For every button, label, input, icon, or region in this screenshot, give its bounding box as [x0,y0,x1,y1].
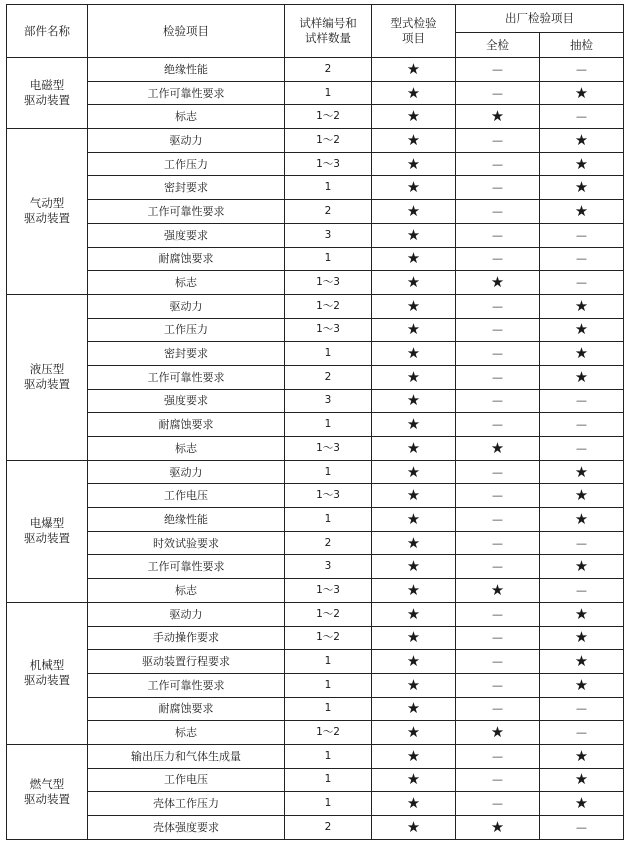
sample-qty-cell: 1～2 [285,129,372,153]
spot-check-mark: ★ [540,81,624,105]
type-test-mark: ★ [372,555,456,579]
type-test-mark: ★ [372,294,456,318]
spot-check-mark: ★ [540,460,624,484]
type-test-mark: ★ [372,602,456,626]
part-name-line1: 机械型 [29,658,65,673]
spot-check-mark: — [540,247,624,271]
full-check-mark: ★ [456,721,540,745]
item-cell: 耐腐蚀要求 [88,413,285,437]
full-check-mark: ★ [456,437,540,461]
part-name-cell [7,294,88,460]
table-row [7,768,624,792]
header-full: 全检 [456,33,540,58]
type-test-mark: ★ [372,673,456,697]
full-check-mark: — [456,342,540,366]
spot-check-mark: ★ [540,129,624,153]
header-spot: 抽检 [540,33,624,58]
item-cell: 耐腐蚀要求 [88,697,285,721]
table-row [7,697,624,721]
type-test-mark: ★ [372,697,456,721]
item-cell: 工作可靠性要求 [88,673,285,697]
type-test-mark: ★ [372,223,456,247]
header-type-line2: 项目 [402,31,425,45]
full-check-mark: — [456,555,540,579]
full-check-mark: — [456,650,540,674]
full-check-mark: — [456,792,540,816]
full-check-mark: — [456,460,540,484]
type-test-mark: ★ [372,768,456,792]
table-row [7,342,624,366]
item-cell: 工作压力 [88,152,285,176]
spot-check-mark: — [540,697,624,721]
part-name-line1: 电磁型 [29,78,65,93]
item-cell: 手动操作要求 [88,626,285,650]
header-sample [285,5,372,58]
full-check-mark: ★ [456,579,540,603]
sample-qty-cell: 1 [285,768,372,792]
sample-qty-cell: 1 [285,792,372,816]
spot-check-mark: ★ [540,200,624,224]
type-test-mark: ★ [372,413,456,437]
header-factory: 出厂检验项目 [456,5,624,33]
table-row [7,744,624,768]
type-test-mark: ★ [372,58,456,82]
table-row [7,437,624,461]
item-cell: 工作压力 [88,318,285,342]
part-name-line2: 驱动装置 [24,377,70,392]
table-row [7,673,624,697]
type-test-mark: ★ [372,247,456,271]
item-cell: 工作电压 [88,768,285,792]
type-test-mark: ★ [372,744,456,768]
table-row [7,129,624,153]
spot-check-mark: ★ [540,650,624,674]
full-check-mark: — [456,318,540,342]
table-row [7,531,624,555]
type-test-mark: ★ [372,318,456,342]
item-cell: 输出压力和气体生成量 [88,744,285,768]
spot-check-mark: — [540,531,624,555]
table-row [7,318,624,342]
table-row [7,508,624,532]
spot-check-mark: ★ [540,744,624,768]
type-test-mark: ★ [372,792,456,816]
item-cell: 壳体工作压力 [88,792,285,816]
sample-qty-cell: 1 [285,81,372,105]
sample-qty-cell: 1～3 [285,579,372,603]
full-check-mark: — [456,389,540,413]
spot-check-mark: ★ [540,602,624,626]
table-row [7,626,624,650]
sample-qty-cell: 1 [285,697,372,721]
item-cell: 工作可靠性要求 [88,200,285,224]
sample-qty-cell: 1 [285,413,372,437]
item-cell: 标志 [88,105,285,129]
sample-qty-cell: 1 [285,650,372,674]
part-name-cell [7,129,88,295]
sample-qty-cell: 2 [285,365,372,389]
table-row [7,389,624,413]
item-cell: 驱动力 [88,460,285,484]
item-cell: 工作电压 [88,484,285,508]
sample-qty-cell: 1～2 [285,105,372,129]
type-test-mark: ★ [372,176,456,200]
spot-check-mark: ★ [540,768,624,792]
spot-check-mark: — [540,389,624,413]
type-test-mark: ★ [372,650,456,674]
item-cell: 驱动力 [88,294,285,318]
part-name-cell [7,58,88,129]
item-cell: 强度要求 [88,389,285,413]
table-row [7,650,624,674]
type-test-mark: ★ [372,81,456,105]
type-test-mark: ★ [372,342,456,366]
spot-check-mark: — [540,413,624,437]
item-cell: 工作可靠性要求 [88,81,285,105]
part-name-line2: 驱动装置 [24,791,70,806]
sample-qty-cell: 1 [285,744,372,768]
table-row [7,460,624,484]
sample-qty-cell: 1～3 [285,484,372,508]
type-test-mark: ★ [372,152,456,176]
spot-check-mark: ★ [540,342,624,366]
spot-check-mark: ★ [540,792,624,816]
item-cell: 绝缘性能 [88,58,285,82]
spot-check-mark: — [540,579,624,603]
full-check-mark: — [456,697,540,721]
part-name-line2: 驱动装置 [24,93,70,108]
spot-check-mark: — [540,223,624,247]
item-cell: 耐腐蚀要求 [88,247,285,271]
table-row [7,58,624,82]
full-check-mark: — [456,152,540,176]
header-type-test [372,5,456,58]
table-row [7,223,624,247]
full-check-mark: — [456,81,540,105]
table-row [7,365,624,389]
type-test-mark: ★ [372,389,456,413]
item-cell: 标志 [88,437,285,461]
full-check-mark: ★ [456,271,540,295]
spot-check-mark: ★ [540,484,624,508]
full-check-mark: — [456,484,540,508]
spot-check-mark: — [540,816,624,840]
full-check-mark: — [456,223,540,247]
item-cell: 时效试验要求 [88,531,285,555]
table-row [7,176,624,200]
sample-qty-cell: 1～2 [285,294,372,318]
item-cell: 工作可靠性要求 [88,365,285,389]
table-row [7,721,624,745]
full-check-mark: — [456,294,540,318]
sample-qty-cell: 1 [285,247,372,271]
part-name-line2: 驱动装置 [24,673,70,688]
full-check-mark: — [456,58,540,82]
item-cell: 密封要求 [88,342,285,366]
part-name-line1: 气动型 [29,196,65,211]
item-cell: 标志 [88,579,285,603]
table-row [7,555,624,579]
table-row [7,200,624,224]
sample-qty-cell: 1 [285,673,372,697]
header-row-1 [7,5,624,33]
type-test-mark: ★ [372,105,456,129]
table-row [7,294,624,318]
sample-qty-cell: 1～3 [285,152,372,176]
sample-qty-cell: 1～3 [285,437,372,461]
sample-qty-cell: 1 [285,508,372,532]
table-row [7,413,624,437]
spot-check-mark: — [540,721,624,745]
sample-qty-cell: 1 [285,342,372,366]
table-body [7,58,624,840]
spot-check-mark: ★ [540,673,624,697]
item-cell: 驱动力 [88,129,285,153]
full-check-mark: — [456,129,540,153]
part-name-line2: 驱动装置 [24,531,70,546]
table-row [7,105,624,129]
full-check-mark: — [456,365,540,389]
full-check-mark: — [456,531,540,555]
type-test-mark: ★ [372,484,456,508]
table-row [7,579,624,603]
full-check-mark: ★ [456,105,540,129]
sample-qty-cell: 1～3 [285,318,372,342]
table-row [7,792,624,816]
sample-qty-cell: 1 [285,460,372,484]
part-name-line1: 燃气型 [29,776,65,791]
spot-check-mark: ★ [540,152,624,176]
full-check-mark: — [456,176,540,200]
table-row [7,152,624,176]
type-test-mark: ★ [372,531,456,555]
sample-qty-cell: 1～3 [285,271,372,295]
spot-check-mark: — [540,271,624,295]
full-check-mark: — [456,413,540,437]
spot-check-mark: ★ [540,294,624,318]
sample-qty-cell: 3 [285,389,372,413]
spot-check-mark: — [540,58,624,82]
inspection-table [6,4,624,840]
item-cell: 工作可靠性要求 [88,555,285,579]
full-check-mark: — [456,200,540,224]
item-cell: 密封要求 [88,176,285,200]
full-check-mark: — [456,673,540,697]
sample-qty-cell: 2 [285,200,372,224]
part-name-line1: 液压型 [29,362,65,377]
part-name-cell [7,602,88,744]
sample-qty-cell: 3 [285,223,372,247]
item-cell: 强度要求 [88,223,285,247]
spot-check-mark: ★ [540,508,624,532]
sample-qty-cell: 2 [285,58,372,82]
spot-check-mark: ★ [540,176,624,200]
type-test-mark: ★ [372,721,456,745]
type-test-mark: ★ [372,129,456,153]
part-name-cell [7,460,88,602]
item-cell: 驱动装置行程要求 [88,650,285,674]
sample-qty-cell: 1～2 [285,602,372,626]
full-check-mark: — [456,626,540,650]
header-type-line1: 型式检验 [390,16,437,30]
item-cell: 壳体强度要求 [88,816,285,840]
full-check-mark: — [456,247,540,271]
spot-check-mark: ★ [540,365,624,389]
spot-check-mark: ★ [540,626,624,650]
type-test-mark: ★ [372,271,456,295]
full-check-mark: — [456,744,540,768]
table-row [7,816,624,840]
item-cell: 绝缘性能 [88,508,285,532]
item-cell: 标志 [88,721,285,745]
type-test-mark: ★ [372,365,456,389]
full-check-mark: — [456,602,540,626]
full-check-mark: — [456,768,540,792]
type-test-mark: ★ [372,508,456,532]
type-test-mark: ★ [372,626,456,650]
table-row [7,602,624,626]
table-row [7,271,624,295]
header-sample-line2: 试样数量 [305,31,351,45]
sample-qty-cell: 2 [285,531,372,555]
sample-qty-cell: 1～2 [285,721,372,745]
header-part-name: 部件名称 [7,5,88,58]
table-row [7,81,624,105]
header-item: 检验项目 [88,5,285,58]
spot-check-mark: ★ [540,555,624,579]
full-check-mark: — [456,508,540,532]
spot-check-mark: — [540,105,624,129]
spot-check-mark: ★ [540,318,624,342]
table-row [7,247,624,271]
spot-check-mark: — [540,437,624,461]
part-name-line1: 电爆型 [29,516,65,531]
full-check-mark: ★ [456,816,540,840]
sample-qty-cell: 1 [285,176,372,200]
sample-qty-cell: 2 [285,816,372,840]
type-test-mark: ★ [372,579,456,603]
header-sample-line1: 试样编号和 [299,16,357,30]
type-test-mark: ★ [372,437,456,461]
sample-qty-cell: 1～2 [285,626,372,650]
type-test-mark: ★ [372,816,456,840]
item-cell: 标志 [88,271,285,295]
sample-qty-cell: 3 [285,555,372,579]
table-row [7,484,624,508]
item-cell: 驱动力 [88,602,285,626]
part-name-line2: 驱动装置 [24,211,70,226]
type-test-mark: ★ [372,200,456,224]
type-test-mark: ★ [372,460,456,484]
part-name-cell [7,744,88,839]
